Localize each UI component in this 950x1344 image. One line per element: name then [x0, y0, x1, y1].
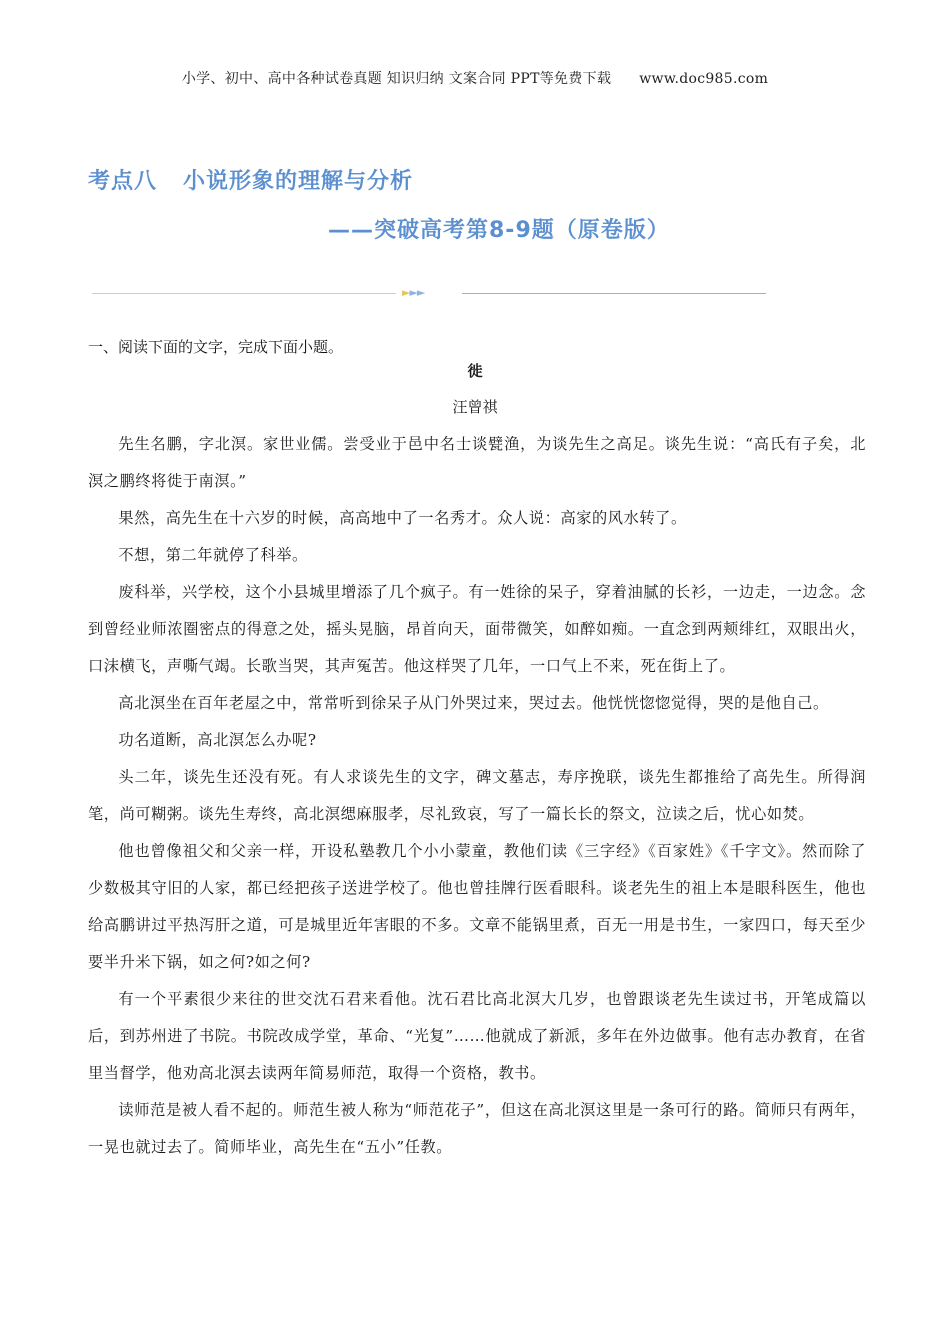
paragraph: 不想，第二年就停了科举。	[118, 546, 308, 564]
title-part-label: 考点八	[88, 169, 158, 194]
paragraph: 功名道断，高北溟怎么办呢?	[118, 731, 317, 749]
divider-arrows-icon: ►►►	[402, 286, 425, 299]
paragraph: 读师范是被人看不起的。师范生被人称为“师范花子”，但这在高北溟这里是一条可行的路。简师只有两年，一晃也就过去了。简师毕业，高先生在“五小”任教。	[88, 1101, 866, 1156]
page-subtitle: ——突破高考第8-9题（原卷版）	[328, 218, 670, 243]
story-author: 汪曾祺	[452, 398, 498, 416]
divider-left-line	[92, 293, 396, 294]
paragraph: 先生名鹏，字北溟。家世业儒。尝受业于邑中名士谈甓渔，为谈先生之高足。谈先生说：“高氏有子矣，北溟之鹏终将徙于南溟。”	[88, 435, 866, 490]
question-heading: 一、阅读下面的文字，完成下面小题。	[88, 338, 344, 356]
paragraph: 头二年，谈先生还没有死。有人求谈先生的文字，碑文墓志，寿序挽联，谈先生都推给了高先生。所得润笔，尚可糊粥。谈先生寿终，高北溟缌麻服孝，尽礼致哀，写了一篇长长的祭文，泣读之后，忧心如焚。	[88, 768, 866, 823]
title-topic: 小说形象的理解与分析	[183, 169, 414, 194]
story-body	[88, 426, 866, 1166]
paragraph: 有一个平素很少来往的世交沈石君来看他。沈石君比高北溟大几岁，也曾跟谈老先生读过书，开笔成篇以后，到苏州进了书院。书院改成学堂，革命、“光复”……他就成了新派，多年在外边做事。他有志办教育，在省里当督学，他劝高北溟去读两年简易师范，取得一个资格，教书。	[88, 990, 866, 1082]
paragraph: 果然，高先生在十六岁的时候，高高地中了一名秀才。众人说：高家的风水转了。	[118, 509, 687, 527]
title-divider	[92, 286, 768, 300]
header-note-text: 小学、初中、高中各种试卷真题 知识归纳 文案合同 PPT等免费下载	[181, 71, 612, 87]
paragraph: 他也曾像祖父和父亲一样，开设私塾教几个小小蒙童，教他们读《三字经》《百家姓》《千字文》。然而除了少数极其守旧的人家，都已经把孩子送进学校了。他也曾挂牌行医看眼科。谈老先生的祖上本是眼科医生，他也给高鹏讲过平热泻肝之道，可是城里近年害眼的不多。文章不能锅里煮，百无一用是书生，一家四口，每天至少要半升米下锅，如之何?如之何?	[88, 842, 866, 971]
header-site-link[interactable]: www.doc985.com	[639, 71, 769, 87]
page-header-note	[0, 68, 950, 88]
divider-right-line	[462, 293, 766, 294]
page-title	[88, 164, 413, 195]
story-title: 徙	[467, 362, 483, 380]
paragraph: 高北溟坐在百年老屋之中，常常听到徐呆子从门外哭过来，哭过去。他恍恍惚惚觉得，哭的是他自己。	[118, 694, 829, 712]
paragraph: 废科举，兴学校，这个小县城里增添了几个疯子。有一姓徐的呆子，穿着油腻的长衫，一边走，一边念。念到曾经业师浓圈密点的得意之处，摇头晃脑，昂首向天，面带微笑，如醉如痴。一直念到两颊绯红，双眼出火，口沫横飞，声嘶气竭。长歌当哭，其声冤苦。他这样哭了几年，一口气上不来，死在街上了。	[88, 583, 866, 675]
